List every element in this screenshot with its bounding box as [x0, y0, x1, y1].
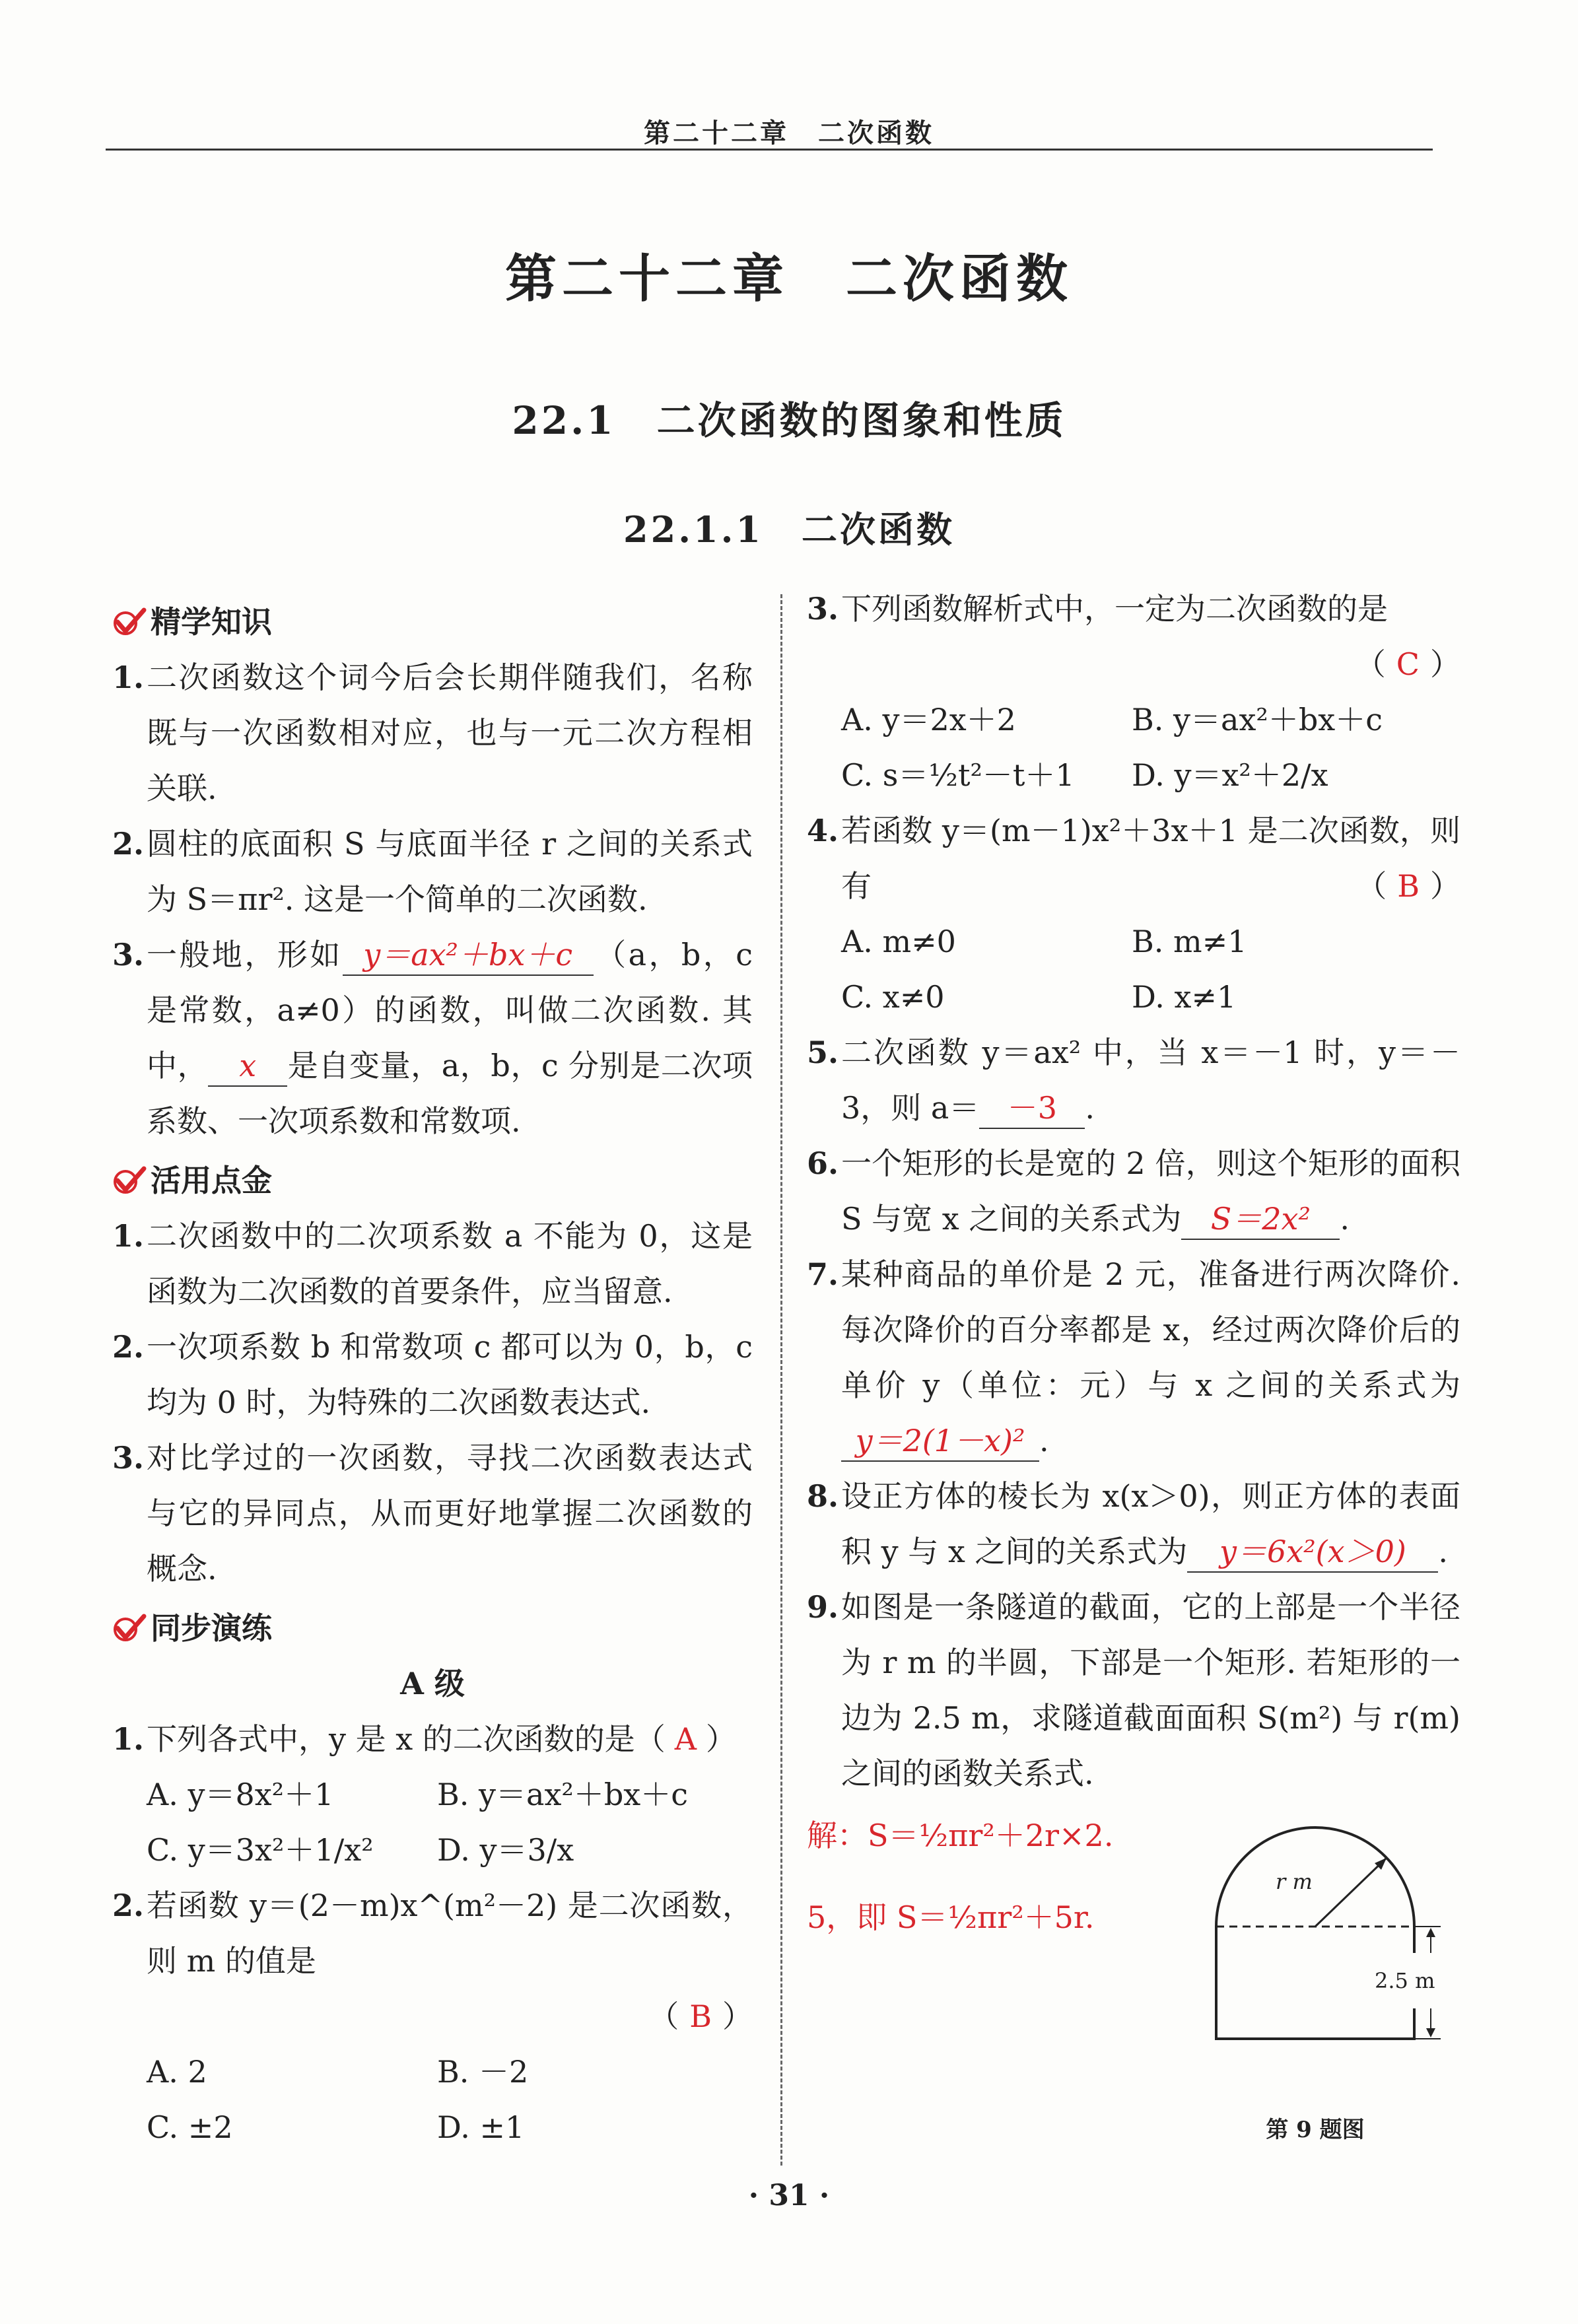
question-number: 2. [112, 1888, 145, 1923]
question-text: 如图是一条隧道的截面，它的上部是一个半径为 r m 的半圆，下部是一个矩形. 若矩形的一边为 2.5 m，求隧道截面面积 S(m²) 与 r(m) 之间的函数关系式. [841, 1589, 1460, 1791]
item-number: 3. [112, 937, 145, 973]
option: D. ±1 [437, 2109, 525, 2145]
item-text: 二次函数中的二次项系数 a 不能为 0，这是函数为二次函数的首要条件，应当留意. [147, 1218, 753, 1309]
option: D. y＝3/x [437, 1832, 574, 1868]
column-divider [780, 594, 782, 2166]
option: A. m≠0 [841, 924, 956, 959]
question-text [147, 1711, 753, 1767]
answer-blank: S＝2x² [1181, 1199, 1340, 1240]
question-number: 6. [807, 1145, 839, 1181]
question-number: 9. [807, 1589, 839, 1625]
question-text [841, 1468, 1460, 1579]
text-fragment: 设正方体的棱长为 x(x＞0)，则正方体的表面积 y 与 x 之间的关系式为 [841, 1478, 1460, 1569]
option: B. y＝ax²＋bx＋c [437, 1777, 688, 1812]
list-item [112, 1319, 753, 1430]
text-fragment: 某种商品的单价是 2 元，准备进行两次降价. 每次降价的百分率都是 x，经过两次降价后的单价 y（单位：元）与 x 之间的关系式为 [841, 1256, 1460, 1403]
text-fragment: 二次函数 y＝ax² 中，当 x＝－1 时，y＝－3，则 a＝ [841, 1035, 1460, 1126]
question [112, 1711, 753, 1767]
knowledge-title: 精学知识 [151, 604, 272, 640]
item-text [147, 927, 753, 1149]
subsection-title: 22.1.1 二次函数 [623, 508, 955, 551]
option: D. y＝x²＋2/x [1132, 757, 1328, 793]
answer-choice: B [1397, 868, 1420, 904]
list-item [112, 816, 753, 927]
text-fragment: . [1340, 1201, 1350, 1237]
page-number: · 31 · [748, 2179, 830, 2212]
item-text: 对比学过的一次函数，寻找二次函数表达式与它的异同点，从而更好地掌握二次函数的概念. [147, 1440, 753, 1587]
text-fragment: . [1085, 1090, 1095, 1126]
question-text [841, 1025, 1460, 1136]
answer-blank: y＝2(1－x)² [841, 1421, 1039, 1462]
item-text: 二次函数这个词今后会长期伴随我们，名称既与一次函数相对应，也与一元二次方程相关联. [147, 660, 753, 806]
option: A. y＝2x＋2 [841, 702, 1016, 737]
question-number: 7. [807, 1256, 839, 1292]
list-item [112, 927, 753, 1149]
knowledge-heading [112, 594, 753, 650]
text-fragment: . [1438, 1534, 1449, 1569]
item-text: 圆柱的底面积 S 与底面半径 r 之间的关系式为 S＝πr². 这是一个简单的二次函数. [147, 826, 753, 917]
text-fragment: （a，b，c 是常数，a≠0）的函数，叫做二次函数. 其中， [147, 937, 753, 1083]
radius-label: r m [1276, 1869, 1313, 1894]
checkmark-icon [112, 607, 147, 636]
list-item [112, 1208, 753, 1319]
tunnel-diagram [1177, 1808, 1454, 2085]
running-header: 第二十二章 二次函数 [644, 118, 934, 149]
checkmark-icon [112, 1166, 147, 1195]
practice-heading [112, 1600, 753, 1656]
question-text [841, 1136, 1460, 1247]
question [807, 1025, 1460, 1136]
item-number: 3. [112, 1440, 145, 1476]
option: A. 2 [147, 2054, 207, 2090]
question [807, 1247, 1460, 1468]
option: B. y＝ax²＋bx＋c [1132, 702, 1383, 737]
solution-block [807, 1808, 1460, 2158]
answer-blank: x [208, 1046, 287, 1087]
item-number: 1. [112, 1218, 145, 1254]
left-column [112, 594, 753, 2155]
answer-paren: （ B ） [1356, 868, 1460, 904]
text-fragment: . [1039, 1423, 1049, 1458]
answer-choice: B [689, 1999, 712, 2034]
option: D. x≠1 [1132, 979, 1237, 1015]
height-label: 2.5 m [1375, 1953, 1435, 2008]
question-text [841, 1247, 1460, 1468]
option: C. x≠0 [841, 979, 945, 1015]
figure-caption: 第 9 题图 [1266, 2117, 1365, 2143]
question [807, 1468, 1460, 1579]
tunnel-figure [1177, 1808, 1454, 2158]
solution [807, 1808, 1177, 2158]
question-number: 1. [112, 1721, 145, 1757]
header-rule [106, 149, 1433, 151]
answer-choice: A [674, 1721, 697, 1757]
checkmark-icon [112, 1614, 147, 1643]
question-text: 若函数 y＝(2－m)x^(m²－2) 是二次函数，则 m 的值是 [147, 1888, 753, 1979]
item-number: 2. [112, 1329, 145, 1365]
level-label: A 级 [400, 1666, 465, 1701]
chapter-title: 第二十二章 二次函数 [504, 249, 1073, 309]
list-item [112, 1430, 753, 1596]
text-fragment: 是自变量，a，b，c 分别是二次项系数、一次项系数和常数项. [147, 1048, 753, 1139]
answer-paren: （ B ） [648, 1999, 753, 2034]
question [807, 581, 1460, 636]
practice-title: 同步演练 [151, 1610, 272, 1646]
question-number: 5. [807, 1035, 839, 1070]
question [807, 1579, 1460, 1801]
list-item [112, 650, 753, 816]
question-number: 3. [807, 591, 839, 627]
answer-blank: y＝ax²＋bx＋c [343, 935, 594, 976]
answer-choice: C [1396, 646, 1420, 682]
question [807, 1136, 1460, 1247]
question-number: 8. [807, 1478, 839, 1514]
text-fragment: ） [706, 1721, 737, 1757]
question [112, 1878, 753, 1989]
text-fragment: 一个矩形的长是宽的 2 倍，则这个矩形的面积 S 与宽 x 之间的关系式为 [841, 1145, 1460, 1237]
options [112, 2044, 753, 2155]
answer-blank: y＝6x²(x＞0) [1187, 1532, 1438, 1573]
option: C. s＝½t²－t＋1 [841, 757, 1075, 793]
solution-line: 5，即 S＝½πr²＋5r. [807, 1899, 1095, 1935]
text-fragment: 一般地，形如 [147, 937, 343, 973]
option: C. ±2 [147, 2109, 233, 2145]
tips-heading [112, 1153, 753, 1208]
option: A. y＝8x²＋1 [147, 1777, 334, 1812]
item-text: 一次项系数 b 和常数项 c 都可以为 0，b，c 均为 0 时，为特殊的二次函数表达式. [147, 1329, 753, 1420]
item-number: 1. [112, 660, 145, 695]
options [807, 914, 1460, 1025]
options [807, 692, 1460, 803]
question-number: 4. [807, 813, 839, 848]
question-text: 若函数 y＝(m－1)x²＋3x＋1 是二次函数，则有 [841, 813, 1460, 904]
item-number: 2. [112, 826, 145, 862]
tips-title: 活用点金 [151, 1163, 272, 1198]
options [112, 1767, 753, 1878]
question-text: 下列函数解析式中，一定为二次函数的是 [841, 591, 1388, 627]
answer-paren: （ C ） [1355, 646, 1460, 682]
text-fragment: 下列各式中，y 是 x 的二次函数的是（ [147, 1721, 666, 1757]
option: C. y＝3x²＋1/x² [147, 1832, 374, 1868]
answer-blank: －3 [979, 1088, 1085, 1129]
right-column [807, 581, 1460, 2158]
option: B. －2 [437, 2054, 529, 2090]
solution-line: 解：S＝½πr²＋2r×2. [807, 1818, 1114, 1853]
section-title: 22.1 二次函数的图象和性质 [512, 398, 1066, 443]
option: B. m≠1 [1132, 924, 1247, 959]
